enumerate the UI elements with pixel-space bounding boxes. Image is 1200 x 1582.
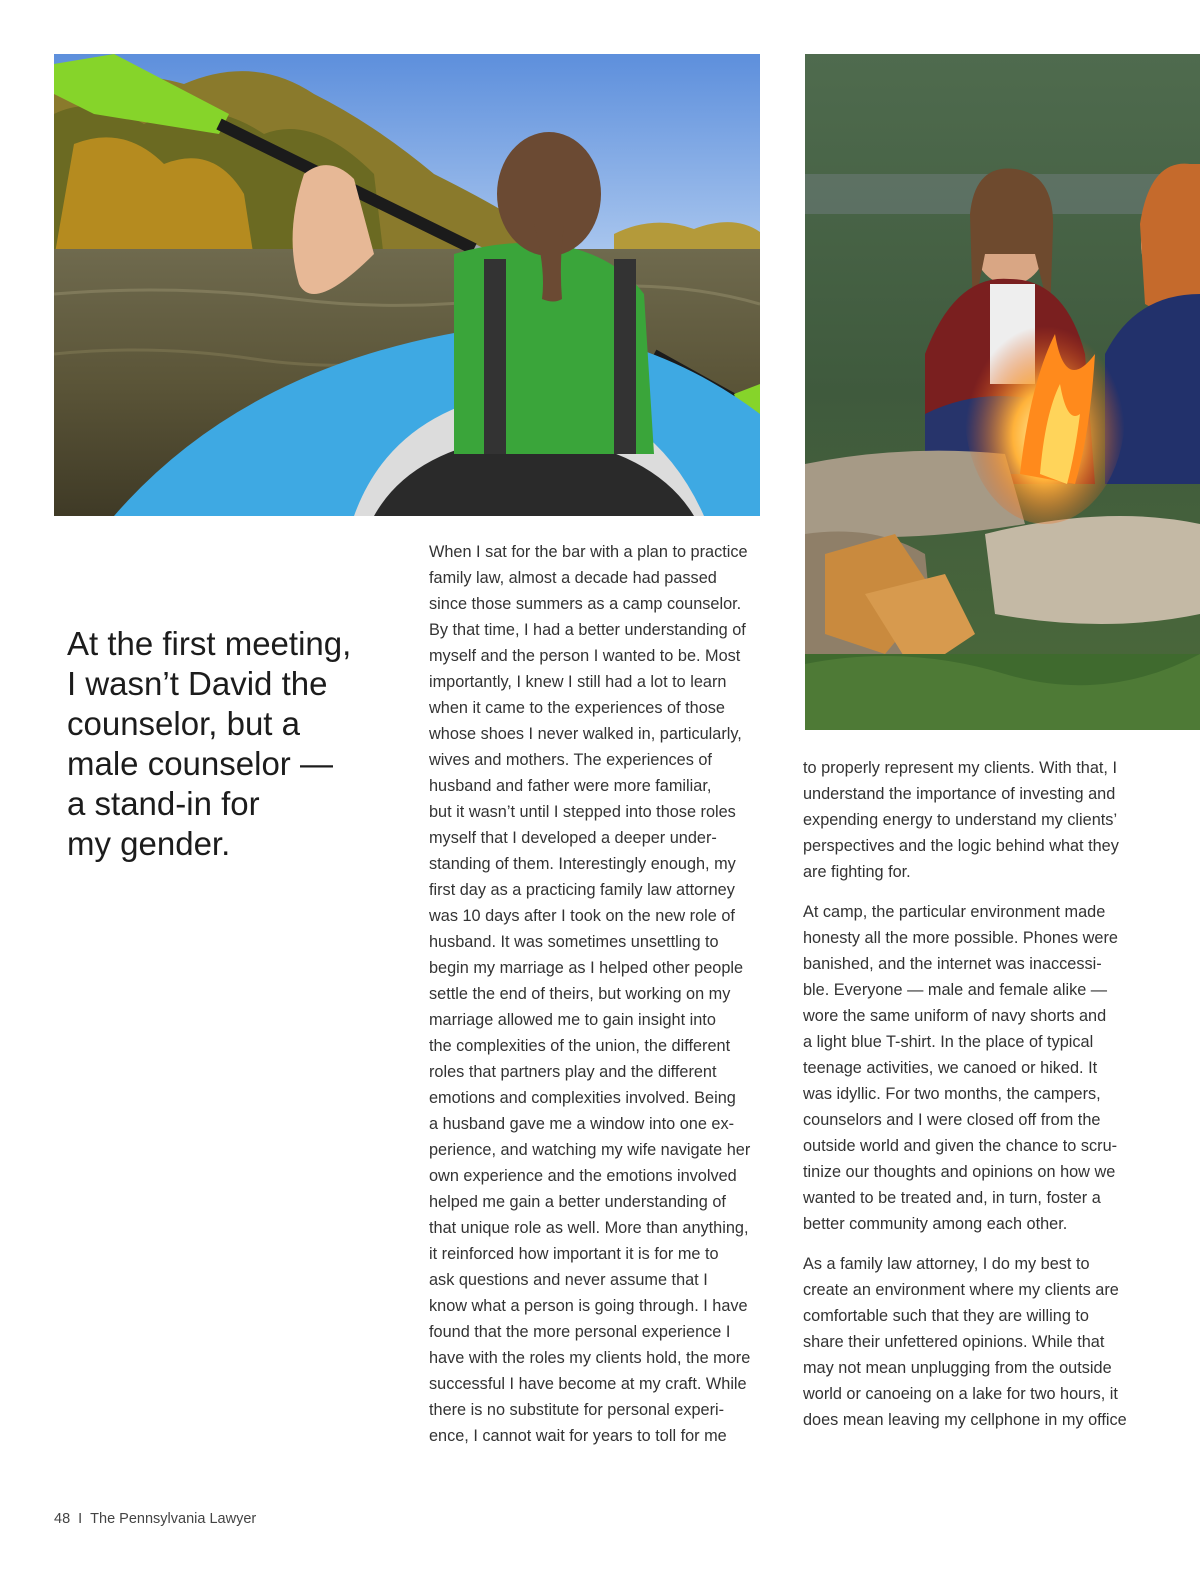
campfire-photo <box>805 54 1200 730</box>
pull-quote-line: At the first meeting, <box>67 625 352 662</box>
pull-quote-line: my gender. <box>67 825 231 862</box>
text-line: counselors and I were closed off from the <box>803 1111 1101 1129</box>
text-line: was idyllic. For two months, the campers, <box>803 1085 1101 1103</box>
text-line: husband. It was sometimes unsettling to <box>429 933 719 951</box>
text-line: create an environment where my clients are <box>803 1281 1119 1299</box>
text-line: it reinforced how important it is for me to <box>429 1245 719 1263</box>
pull-quote-line: counselor, but a <box>67 705 300 742</box>
text-line: wives and mothers. The experiences of <box>429 751 712 769</box>
text-line: As a family law attorney, I do my best to <box>803 1255 1090 1273</box>
paragraph <box>803 1251 1148 1433</box>
text-line: when it came to the experiences of those <box>429 699 725 717</box>
text-line: roles that partners play and the different <box>429 1063 717 1081</box>
body-column-2 <box>803 755 1148 1447</box>
text-line: ble. Everyone — male and female alike — <box>803 981 1108 999</box>
text-line: a light blue T-shirt. In the place of typical <box>803 1033 1094 1051</box>
text-line: ask questions and never assume that I <box>429 1271 708 1289</box>
pull-quote-line: I wasn’t David the <box>67 665 328 702</box>
text-line: understand the importance of investing and <box>803 785 1116 803</box>
text-line: was 10 days after I took on the new role of <box>429 907 735 925</box>
text-line: At camp, the particular environment made <box>803 903 1106 921</box>
footer-separator: I <box>78 1511 83 1527</box>
text-line: does mean leaving my cellphone in my office <box>803 1411 1127 1429</box>
text-line: When I sat for the bar with a plan to practice <box>429 543 748 561</box>
text-line: settle the end of theirs, but working on my <box>429 985 731 1003</box>
text-line: better community among each other. <box>803 1215 1068 1233</box>
text-line: know what a person is going through. I have <box>429 1297 748 1315</box>
text-line: By that time, I had a better understanding of <box>429 621 746 639</box>
text-line: since those summers as a camp counselor. <box>429 595 742 613</box>
paragraph <box>429 539 769 1449</box>
text-line: standing of them. Interestingly enough, my <box>429 855 736 873</box>
text-line: that unique role as well. More than anything, <box>429 1219 749 1237</box>
text-line: marriage allowed me to gain insight into <box>429 1011 716 1029</box>
text-line: have with the roles my clients hold, the more <box>429 1349 751 1367</box>
text-line: importantly, I knew I still had a lot to learn <box>429 673 727 691</box>
text-line: to properly represent my clients. With that, I <box>803 759 1117 777</box>
text-line: family law, almost a decade had passed <box>429 569 717 587</box>
text-line: tinize our thoughts and opinions on how we <box>803 1163 1116 1181</box>
body-column-1 <box>429 539 769 1463</box>
text-line: myself and the person I wanted to be. Most <box>429 647 741 665</box>
text-line: wanted to be treated and, in turn, foster a <box>803 1189 1101 1207</box>
text-line: a husband gave me a window into one ex- <box>429 1115 735 1133</box>
kayak-photo <box>54 54 760 516</box>
text-line: wore the same uniform of navy shorts and <box>803 1007 1107 1025</box>
text-line: honesty all the more possible. Phones were <box>803 929 1118 947</box>
text-line: own experience and the emotions involved <box>429 1167 737 1185</box>
text-line: the complexities of the union, the different <box>429 1037 731 1055</box>
text-line: first day as a practicing family law attorney <box>429 881 735 899</box>
text-line: expending energy to understand my clients’ <box>803 811 1118 829</box>
text-line: ence, I cannot wait for years to toll for me <box>429 1427 727 1445</box>
text-line: but it wasn’t until I stepped into those roles <box>429 803 736 821</box>
paragraph <box>803 899 1148 1237</box>
text-line: banished, and the internet was inaccessi- <box>803 955 1102 973</box>
text-line: teenage activities, we canoed or hiked. It <box>803 1059 1098 1077</box>
text-line: may not mean unplugging from the outside <box>803 1359 1112 1377</box>
text-line: begin my marriage as I helped other people <box>429 959 744 977</box>
page-footer <box>54 1511 256 1527</box>
text-line: perspectives and the logic behind what they <box>803 837 1119 855</box>
text-line: successful I have become at my craft. While <box>429 1375 747 1393</box>
text-line: helped me gain a better understanding of <box>429 1193 726 1211</box>
text-line: found that the more personal experience I <box>429 1323 731 1341</box>
publication-name: The Pennsylvania Lawyer <box>90 1511 257 1527</box>
text-line: emotions and complexities involved. Being <box>429 1089 736 1107</box>
text-line: there is no substitute for personal experi- <box>429 1401 725 1419</box>
text-line: whose shoes I never walked in, particularly, <box>429 725 742 743</box>
page-number: 48 <box>54 1511 71 1527</box>
paragraph <box>803 755 1148 885</box>
text-line: comfortable such that they are willing to <box>803 1307 1089 1325</box>
text-line: share their unfettered opinions. While that <box>803 1333 1105 1351</box>
text-line: world or canoeing on a lake for two hours, it <box>803 1385 1118 1403</box>
text-line: myself that I developed a deeper under- <box>429 829 717 847</box>
pull-quote-line: male counselor — <box>67 745 333 782</box>
pull-quote <box>67 624 397 864</box>
text-line: outside world and given the chance to scru- <box>803 1137 1118 1155</box>
text-line: perience, and watching my wife navigate her <box>429 1141 751 1159</box>
text-line: are fighting for. <box>803 863 911 881</box>
text-line: husband and father were more familiar, <box>429 777 712 795</box>
pull-quote-line: a stand-in for <box>67 785 260 822</box>
